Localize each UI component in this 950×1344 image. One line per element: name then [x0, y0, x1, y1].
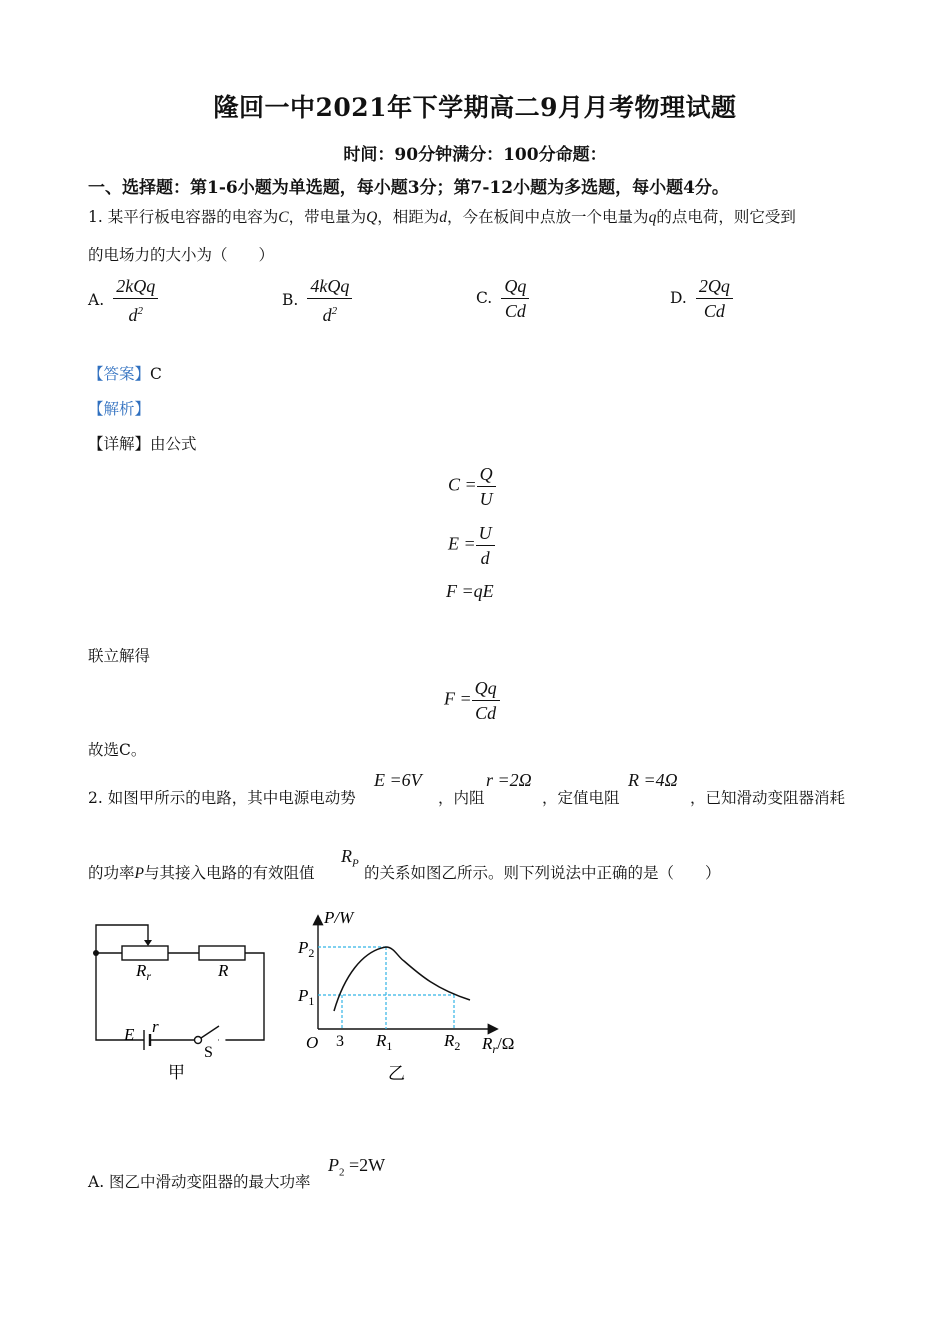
q2-stem-line1: 2. 如图甲所示的电路，其中电源电动势: [88, 789, 356, 807]
formula-capacitance: C = $\frac{Q}{U}$: [448, 462, 496, 511]
circuit-junction-dot: [93, 950, 99, 956]
q1-stem-line1: 1. 某平行板电容器的电容为C，带电量为Q，相距为d，今在板间中点放一个电量为q的点电荷，则它受到: [88, 208, 796, 226]
q1-analysis-tag: 【解析】: [88, 400, 151, 418]
q2-stem-c: ，定值电阻: [542, 789, 620, 807]
label-internal-r: r: [152, 1017, 159, 1036]
tick-3: 3: [336, 1033, 344, 1050]
label-switch: S: [204, 1044, 213, 1061]
q2-internal-resistance: r =2Ω: [486, 770, 532, 790]
q2-rp-symbol: $R_P$: [341, 846, 359, 870]
q1-option-c: C. $\frac{Qq}{Cd}$: [476, 274, 529, 323]
tick-r2: $R_2$: [444, 1031, 461, 1053]
power-curve: [334, 947, 470, 1011]
q1-detail: 【详解】由公式: [88, 435, 197, 453]
guide-lines: [318, 947, 454, 1029]
section-heading: 一、选择题：第1-6小题为单选题，每小题3分；第7-12小题为多选题，每小题4分。: [88, 178, 729, 198]
exam-info: 时间：90分钟满分：100分命题：: [343, 145, 607, 165]
circuit-diagram: [86, 910, 276, 1090]
power-graph: [290, 905, 540, 1090]
graph-caption: 乙: [388, 1064, 405, 1083]
q2-option-a: A. 图乙中滑动变阻器的最大功率: [88, 1173, 311, 1191]
formula-force: F =qE: [446, 581, 494, 601]
tick-p1: $P_1$: [298, 986, 315, 1008]
y-axis-label: P/W: [324, 908, 354, 927]
label-rheostat: $R_r$: [136, 961, 152, 983]
circuit-caption: 甲: [168, 1063, 185, 1082]
label-emf: E: [124, 1025, 135, 1044]
formula-result: F = $\frac{Qq}{Cd}$: [444, 676, 500, 725]
q1-combine-text: 联立解得: [88, 647, 151, 665]
q2-stem-line2: 的功率P与其接入电路的有效阻值: [88, 864, 315, 882]
q2-stem-b: ，内阻: [438, 789, 485, 807]
q2-stem-d: ，已知滑动变阻器消耗: [690, 789, 846, 807]
page-title: 隆回一中2021年下学期高二9月月考物理试题: [213, 93, 737, 122]
q1-option-a: A. $\frac{\text{2kQq}}{d^2}$: [88, 274, 158, 327]
tick-r1: $R_1$: [376, 1031, 393, 1053]
formula-field: E = $\frac{U}{d}$: [448, 521, 495, 570]
origin-label: O: [306, 1033, 319, 1052]
q1-conclusion: 故选C。: [88, 741, 147, 759]
q1-stem-line2: 的电场力的大小为（ ）: [88, 246, 275, 264]
q1-option-b: B. $\frac{\text{4kQq}}{d^2}$: [282, 274, 352, 327]
q1-answer: 【答案】C: [88, 365, 162, 383]
q2-fixed-resistance: R =4Ω: [628, 770, 678, 790]
q2-emf: E =6V: [374, 770, 422, 790]
q1-option-d: D. $\frac{2Qq}{Cd}$: [670, 274, 733, 323]
label-resistor: R: [218, 961, 229, 980]
tick-p2: $P_2$: [298, 938, 315, 960]
x-axis-label: $R_r/\Omega$: [482, 1034, 515, 1056]
q2-option-a-expr: $P_2 =2W$: [328, 1155, 386, 1179]
q2-stem-line2-c: 的关系如图乙所示。则下列说法中正确的是（ ）: [364, 864, 721, 882]
